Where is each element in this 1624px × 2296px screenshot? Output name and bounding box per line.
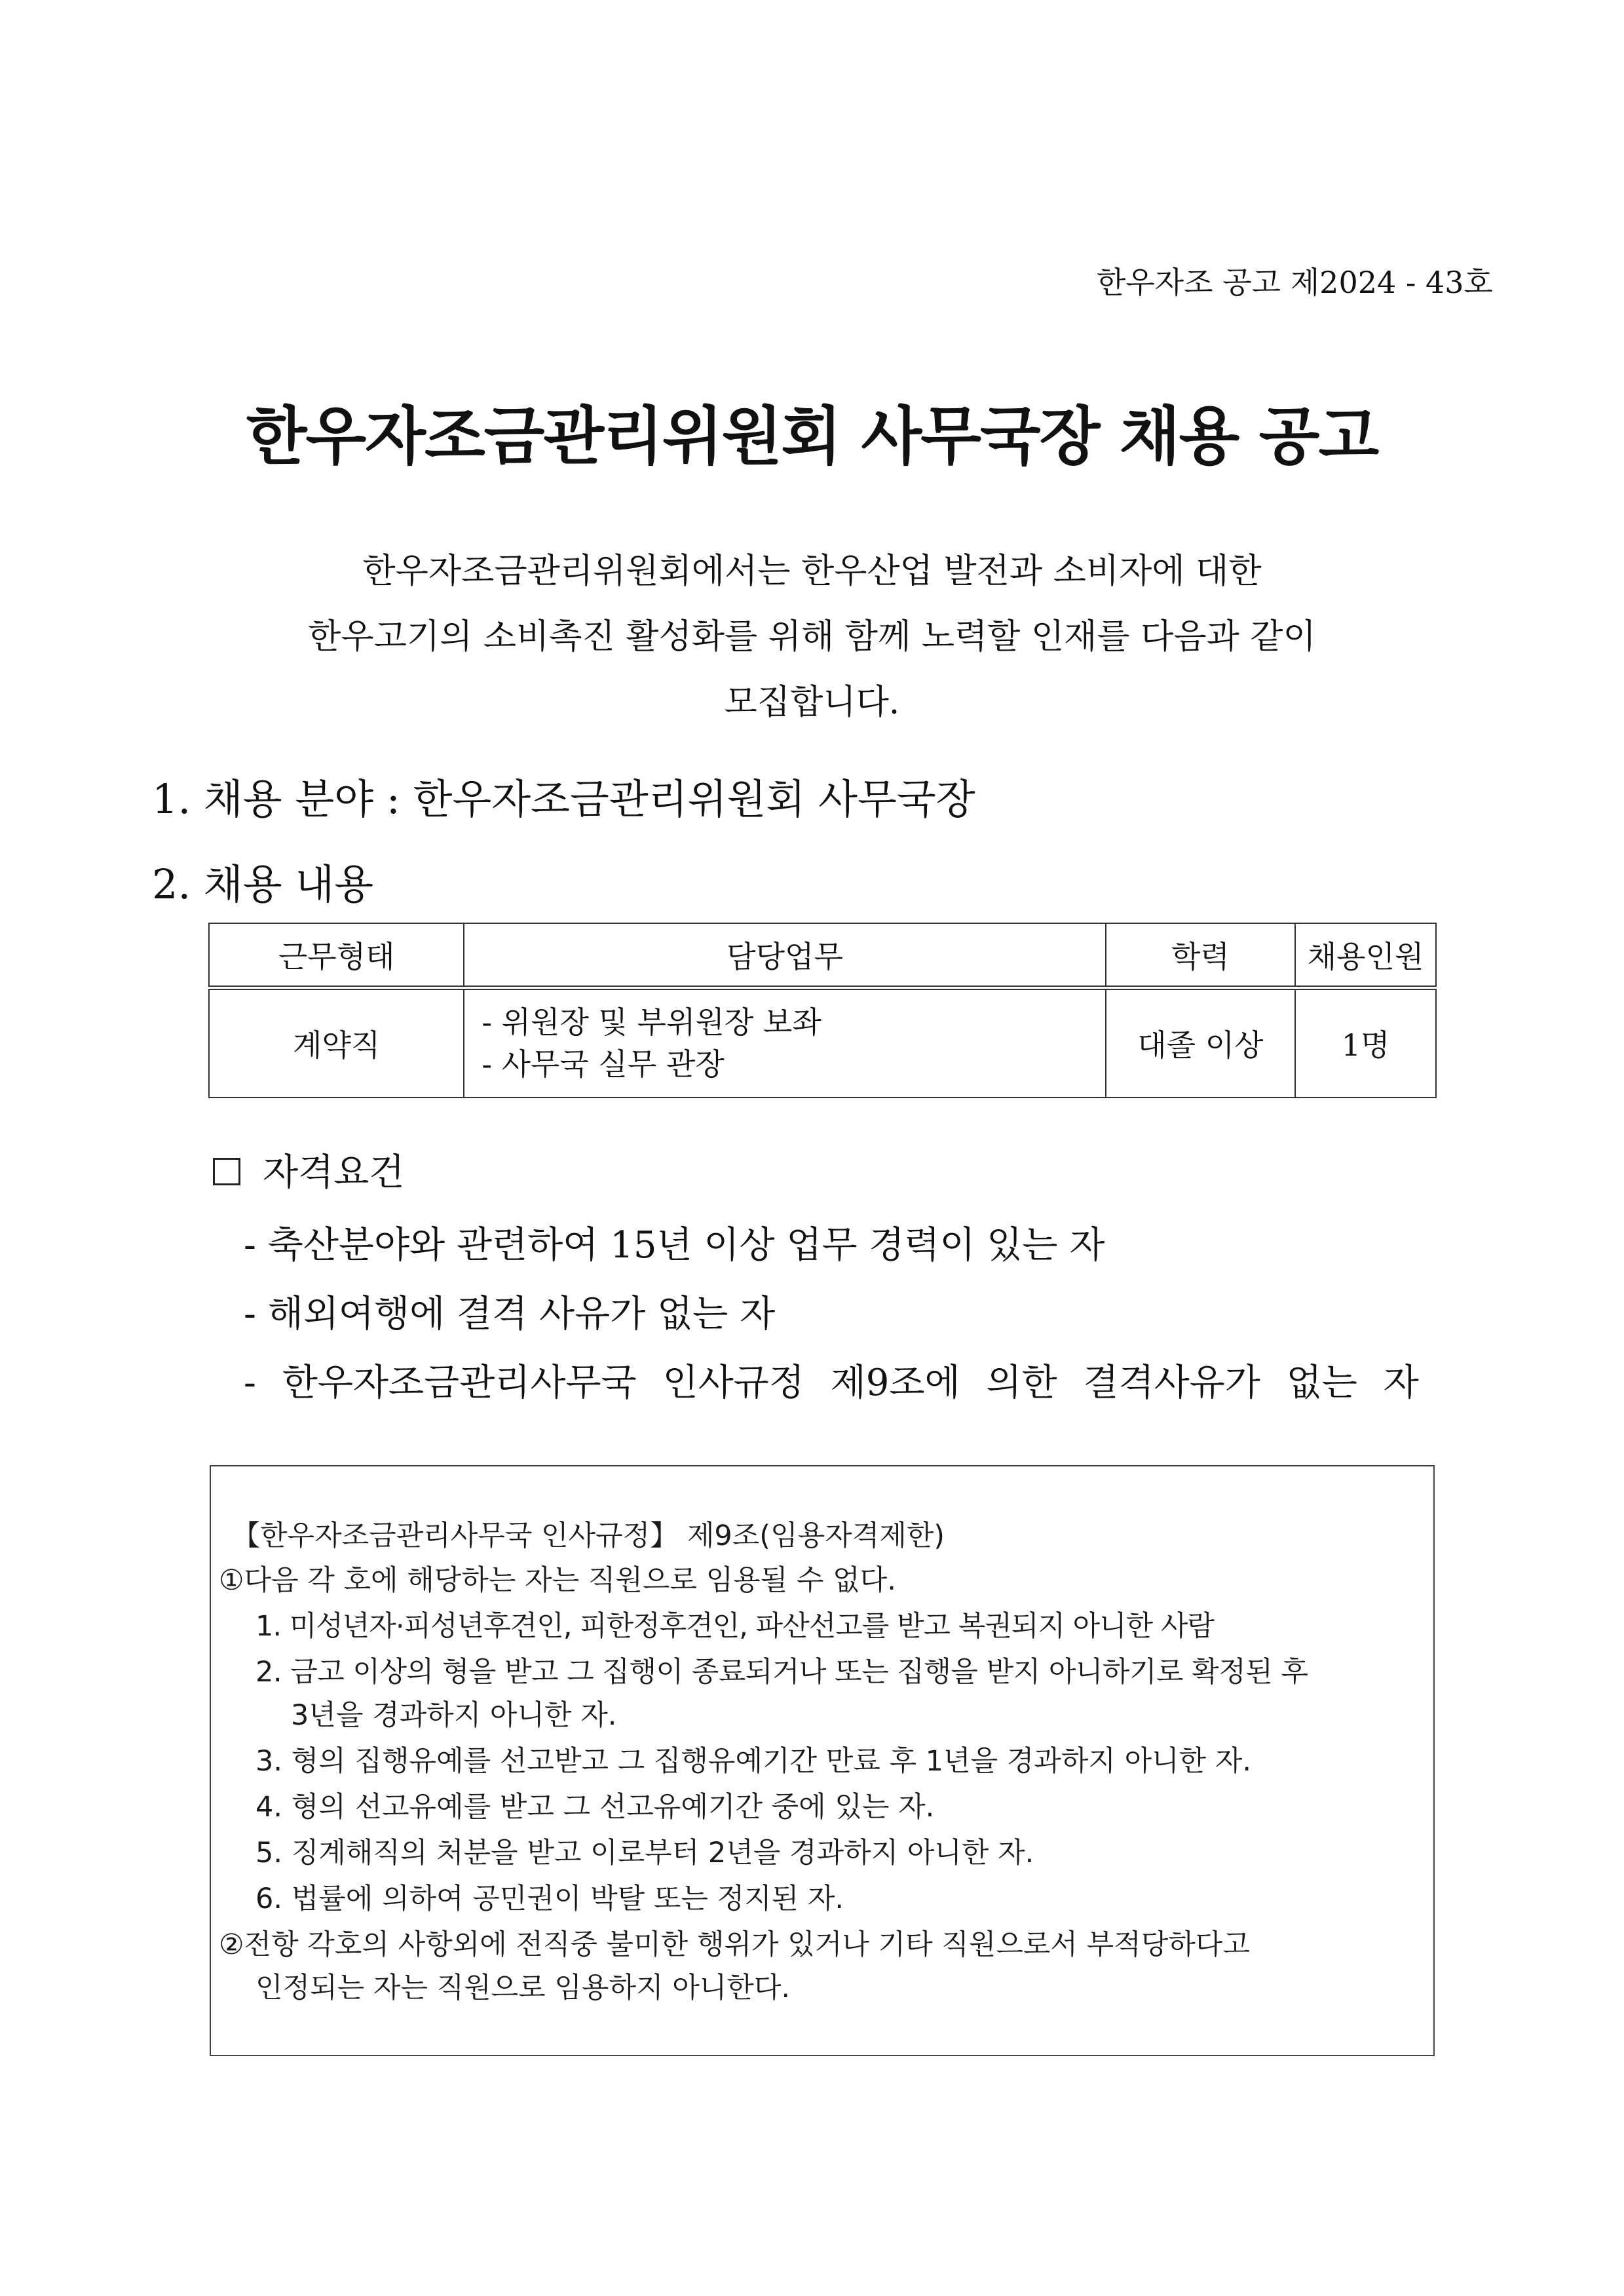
qualifications-heading (213, 1143, 404, 1196)
notice-number: 한우자조 공고 제2024 - 43호 (1096, 265, 1493, 300)
regulation-item: 2. 금고 이상의 형을 받고 그 집행이 종료되거나 또는 집행을 받지 아니하기로 확정된 후 (255, 1656, 1308, 1689)
job-table-header-row (209, 923, 1436, 987)
header-employment-type: 근무형태 (209, 923, 464, 987)
table-row (209, 987, 1436, 1098)
checkbox-square-icon (213, 1158, 240, 1185)
section-recruitment-content: 2. 채용 내용 (152, 860, 374, 908)
regulation-paragraph: ②전항 각호의 사항외에 전직중 불미한 행위가 있거나 기타 직원으로서 부적당하다고 (219, 1928, 1250, 1961)
regulation-item: 3. 형의 집행유예를 선고받고 그 집행유예기간 만료 후 1년을 경과하지 아니한 자. (255, 1745, 1252, 1778)
intro-line: 한우고기의 소비촉진 활성화를 위해 함께 노력할 인재를 다음과 같이 (308, 617, 1316, 657)
intro-paragraph (0, 539, 1624, 735)
intro-line: 모집합니다. (724, 683, 900, 722)
regulation-paragraph: ①다음 각 호에 해당하는 자는 직원으로 임용될 수 없다. (219, 1564, 896, 1597)
regulation-title: 【한우자조금관리사무국 인사규정】 제9조(임용자격제한) (232, 1520, 945, 1552)
qualification-item: - 한우자조금관리사무국 인사규정 제9조에 의한 결격사유가 없는 자 (244, 1362, 1419, 1404)
header-duties: 담당업무 (464, 923, 1105, 987)
regulation-item-continuation: 3년을 경과하지 아니한 자. (291, 1699, 617, 1732)
duty-item: - 위원장 및 부위원장 보좌 (482, 1004, 821, 1041)
header-education: 학력 (1106, 923, 1296, 987)
regulation-paragraph-continuation: 인정되는 자는 직원으로 임용하지 아니한다. (255, 1972, 791, 2004)
regulation-item: 6. 법률에 의하여 공민권이 박탈 또는 정지된 자. (255, 1883, 844, 1915)
qualification-item: - 축산분야와 관련하여 15년 이상 업무 경력이 있는 자 (244, 1224, 1105, 1267)
header-headcount: 채용인원 (1295, 923, 1436, 987)
cell-education: 대졸 이상 (1106, 987, 1296, 1098)
regulation-item: 5. 징계해직의 처분을 받고 이로부터 2년을 경과하지 아니한 자. (255, 1837, 1034, 1869)
qualification-item: - 해외여행에 결격 사유가 없는 자 (244, 1293, 776, 1335)
cell-duties (464, 987, 1105, 1098)
page-title: 한우자조금관리위원회 사무국장 채용 공고 (246, 400, 1378, 473)
intro-line: 한우자조금관리위원회에서는 한우산업 발전과 소비자에 대한 (362, 552, 1262, 591)
cell-headcount: 1명 (1295, 987, 1436, 1098)
duty-item: - 사무국 실무 관장 (482, 1046, 725, 1082)
cell-employment-type: 계약직 (209, 987, 464, 1098)
regulation-item: 1. 미성년자·피성년후견인, 피한정후견인, 파산선고를 받고 복권되지 아니한 사람 (255, 1610, 1214, 1643)
section-recruitment-field: 1. 채용 분야 : 한우자조금관리위원회 사무국장 (152, 775, 975, 823)
regulation-item: 4. 형의 선고유예를 받고 그 선고유예기간 중에 있는 자. (255, 1791, 935, 1824)
regulation-box (210, 1465, 1435, 2056)
qualifications-heading-label: 자격요건 (263, 1151, 405, 1194)
job-table (208, 923, 1437, 1098)
